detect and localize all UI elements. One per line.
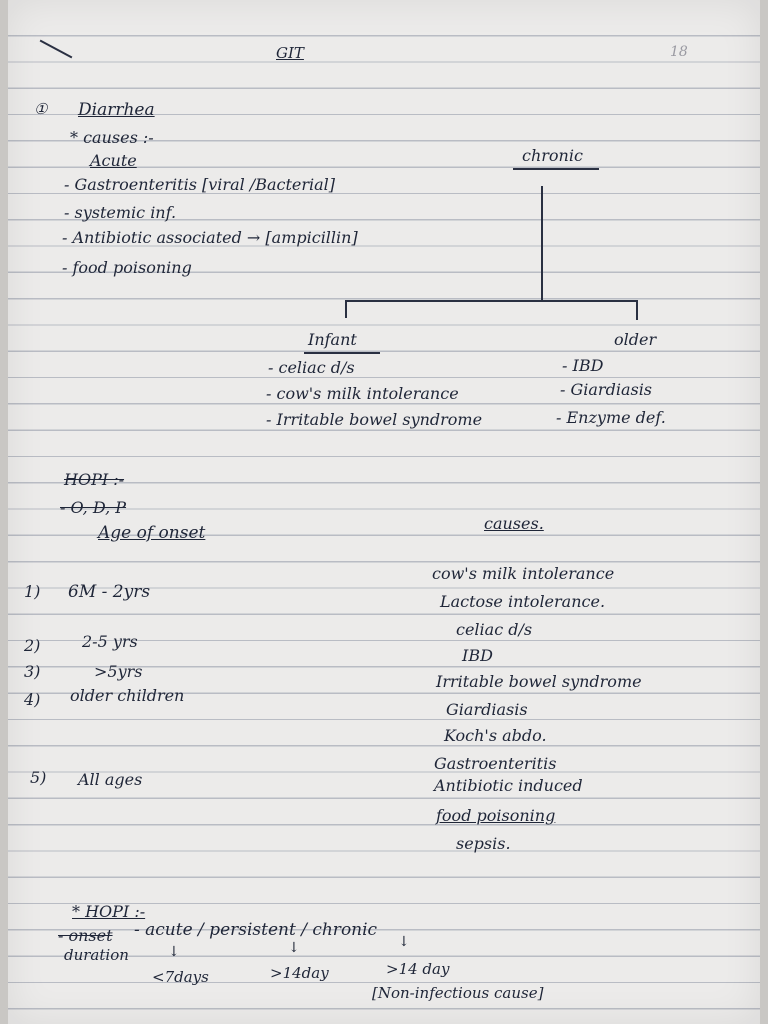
older-item: - Enzyme def. [556,408,666,427]
row-number: 4) [24,690,41,709]
cause-item: Koch's abdo. [444,726,547,745]
duration-value: >14day [270,964,329,982]
onset-struck: - onset [58,926,113,945]
acute-item: - Antibiotic associated → [ampicillin] [62,228,358,247]
cause-item: cow's milk intolerance [432,564,615,583]
older-heading: older [614,330,657,349]
notebook-page [8,0,760,1024]
infant-arrow-line [345,300,347,318]
cause-item: Gastroenteritis [434,754,557,773]
infant-item: - cow's milk intolerance [266,384,459,403]
row-age: older children [70,686,185,705]
infant-underline [304,352,380,354]
causes-label: * causes :- [70,128,154,147]
infant-item: - Irritable bowel syndrome [266,410,483,429]
duration-label: duration [64,946,129,964]
acute-item: - systemic inf. [64,203,177,222]
hopi-struck-heading: HOPI :- [64,470,125,489]
non-infectious-note: [Non-infectious cause] [372,984,544,1002]
duration-value: >14 day [386,960,450,978]
down-arrow: ↓ [288,940,300,956]
row-number: 2) [24,636,41,655]
cause-item: Irritable bowel syndrome [436,672,642,691]
row-number: 5) [30,768,47,787]
row-number: 3) [24,662,41,681]
cause-item: Lactose intolerance. [440,592,606,611]
row-age: All ages [78,770,143,789]
hopi-heading: * HOPI :- [72,902,146,921]
cause-item: celiac d/s [456,620,533,639]
age-of-onset-heading: Age of onset [98,523,206,543]
row-age: 2-5 yrs [82,632,138,651]
down-arrow: ↓ [168,944,180,960]
cause-item: Antibiotic induced [434,776,583,795]
acute-heading: Acute [90,151,137,170]
section-title: Diarrhea [78,100,155,120]
cause-item: sepsis. [456,834,511,853]
cause-item: food poisoning [436,806,556,825]
cause-item: Giardiasis [446,700,528,719]
duration-value: <7days [152,968,209,986]
chronic-branch [345,300,637,302]
row-age: >5yrs [94,662,143,681]
row-age: 6M - 2yrs [68,582,151,602]
duration-types: - acute / persistent / chronic [134,920,378,940]
page-title: GIT [276,44,304,62]
row-number: 1) [24,582,41,601]
causes-heading: causes. [484,514,544,533]
page-number: 18 [670,44,688,60]
odp-struck-line: - O, D, P [60,498,127,517]
down-arrow: ↓ [398,934,410,950]
cause-item: IBD [462,646,493,665]
section-heading: ① [34,100,48,118]
acute-item: - Gastroenteritis [viral /Bacterial] [64,175,336,194]
infant-item: - celiac d/s [268,358,355,377]
margin-tick [40,40,73,59]
chronic-stem [541,186,543,302]
older-item: - IBD [562,356,604,375]
infant-heading: Infant [308,330,357,349]
older-item: - Giardiasis [560,380,653,399]
acute-item: - food poisoning [62,258,192,277]
chronic-underline [513,168,599,170]
chronic-heading: chronic [522,146,583,165]
older-arrow-line [636,300,638,320]
